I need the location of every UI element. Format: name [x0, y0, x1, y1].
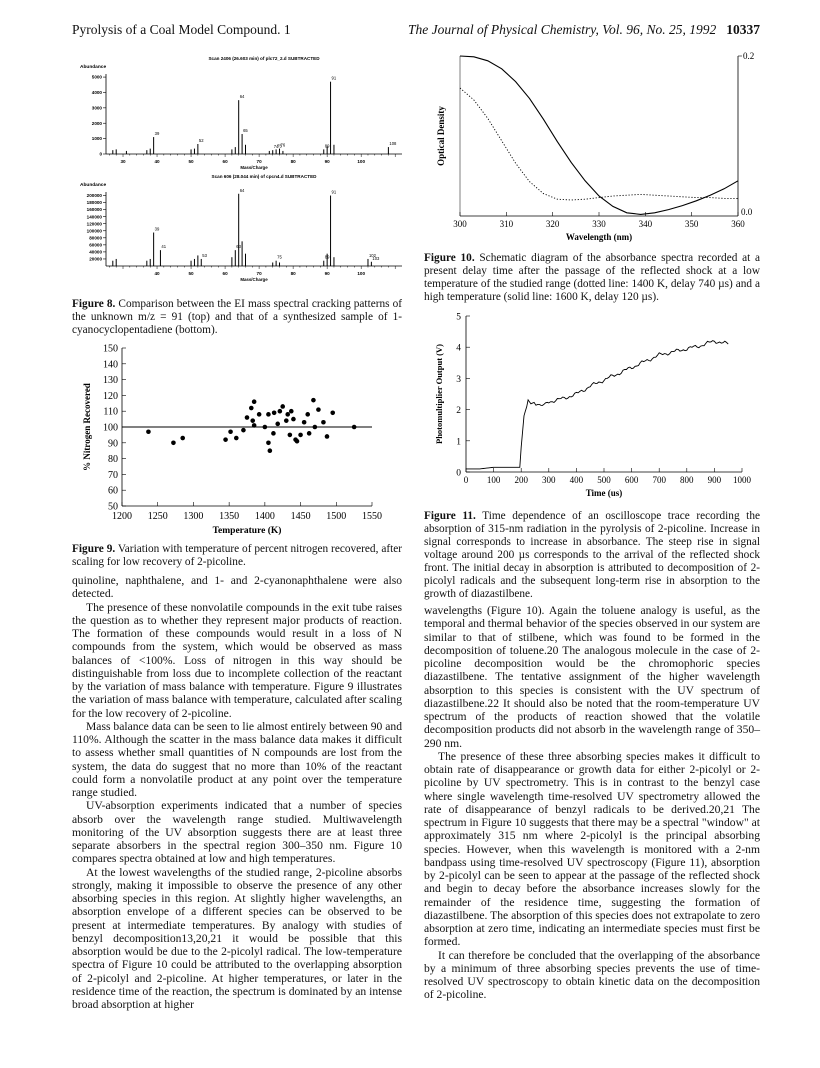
- x-tick-label: 90: [324, 271, 330, 276]
- peak-label: 108: [389, 141, 397, 147]
- y-tick-label: 60000: [89, 242, 102, 248]
- x-tick-label: 40: [154, 159, 160, 164]
- y-tick-label: 200000: [86, 193, 102, 199]
- x-tick-label: 900: [707, 475, 722, 485]
- x-tick-label: 350: [684, 219, 699, 229]
- y-tick-label: 50: [108, 501, 118, 513]
- y-axis-label: Photomultiplier Output (V): [434, 344, 444, 444]
- y-tick-label: 20000: [89, 256, 102, 262]
- y-tick-label: 120: [103, 390, 118, 402]
- data-point: [252, 399, 257, 404]
- y-tick-label: 110: [103, 406, 118, 418]
- data-point: [272, 410, 277, 415]
- data-point: [266, 441, 271, 446]
- data-point: [289, 409, 294, 414]
- data-point: [295, 439, 300, 444]
- paragraph: The presence of these three absorbing species makes it difficult to obtain rate of disappearance or growth data for either 2-picolyl or 2-picoline by UV spectrometry. This is in contrast to the benzyl case where single wavelength time-resolved UV spectrometry allowed the rate of disappearance of benzyl radicals to be derived.20,21 The spectrum in Figure 10 suggests that there may be a spectral "window" at approximately 315 nm where 2-picolyl is the principal absorbing species. However, when this wavelength is monitored with a 2-nm bandpass using time-resolved UV spectroscopy (Figure 11), absorption by 2-picolyl can be seen to appear at the passage of the reflected shock and begin to decay before the absorbance increases slowly for the remainder of the residence time, suggesting the formation of diazastilbene. The absorption of this species does not extrapolate to zero absorption at zero time, indicating an intermediate species must first be formed.: [424, 749, 760, 949]
- x-tick-label: 1550: [362, 511, 382, 522]
- data-point: [302, 420, 307, 425]
- y-tick-label: 3000: [91, 105, 102, 111]
- x-tick-label: 80: [290, 271, 296, 276]
- peak-label: 74: [273, 144, 279, 150]
- caption-label: Figure 11.: [424, 510, 476, 522]
- y-tick-label: 1000: [91, 136, 102, 142]
- x-tick-label: 50: [188, 271, 194, 276]
- x-tick-label: 330: [592, 219, 606, 229]
- data-point: [241, 428, 246, 433]
- journal-citation: The Journal of Physical Chemistry, Vol. 96, No. 25, 1992: [408, 22, 717, 37]
- y-tick-label: 1: [456, 437, 461, 448]
- x-tick-label: 40: [154, 271, 160, 276]
- data-point: [313, 425, 318, 430]
- peak-label: 76: [280, 142, 286, 148]
- y-tick-label: 0: [456, 468, 461, 479]
- peak-label: 65: [243, 128, 248, 133]
- x-tick-label: 300: [542, 475, 556, 485]
- data-point: [280, 404, 285, 409]
- y-tick-label: 160000: [86, 207, 102, 213]
- x-tick-label: 100: [357, 271, 366, 276]
- x-tick-label: 1400: [254, 511, 275, 522]
- y-tick-label: 60: [108, 485, 118, 497]
- paragraph: UV-absorption experiments indicated that a number of species absorb over the wavelength range studied. Multiwavelength monitoring of the UV absorption suggests there are at least three separate absorbers in the spectral region 300–350 nm. Figure 10 compares spectra obtained at low and high temperatures.: [72, 799, 402, 866]
- y-tick-label: 140000: [86, 214, 102, 220]
- spectrum-line-dotted: [460, 88, 738, 200]
- x-tick-label: 0: [463, 475, 469, 485]
- x-axis-label: Time (us): [585, 488, 623, 498]
- caption-text: Variation with temperature of percent nitrogen recovered, after scaling for low recovery of 2-picoline.: [72, 543, 403, 568]
- x-tick-label: 80: [290, 159, 296, 164]
- data-point: [291, 417, 296, 422]
- y-tick-label: 130: [103, 375, 118, 387]
- x-tick-label: 360: [731, 219, 745, 229]
- caption-label: Figure 8.: [72, 298, 116, 310]
- paragraph: wavelengths (Figure 10). Again the toluene analogy is useful, as the temporal and thermal behavior of the species observed in our system are similar to that of stilbene, which was found to be formed in the decomposition of toluene.20 The analogous molecule in the case of 2-picoline decomposition would be the chromophoric species diazastilbene. The tentative assignment of the higher wavelength absorption to this species is consistent with the UV spectrum of diazastilbene.22 It should also be noted that the room-temperature UV spectrum of the products of reaction showed that the volatile decomposition products did not absorb in the wavelength range of 350–290 nm.: [424, 604, 760, 750]
- figure-10-caption: [424, 252, 760, 304]
- data-point: [263, 425, 268, 430]
- x-tick-label: 60: [222, 159, 228, 164]
- x-tick-label: 1350: [219, 511, 240, 522]
- x-axis-label: Temperature (K): [212, 526, 282, 536]
- paragraph: It can therefore be concluded that the overlapping of the absorbance by a minimum of three absorbing species prevents the use of time-resolved UV spectroscopy to obtain kinetic data on the decomposition of 2-picoline.: [424, 948, 760, 1002]
- data-point: [234, 436, 239, 441]
- y-tick-label: 2: [456, 406, 461, 417]
- x-tick-label: 200: [514, 475, 528, 485]
- data-point: [228, 429, 233, 434]
- y-axis-label: Abundance: [80, 183, 107, 188]
- figure-11-caption: [424, 510, 760, 601]
- caption-label: Figure 9.: [72, 543, 116, 555]
- y-tick-label: 2000: [91, 120, 102, 126]
- data-point: [250, 418, 255, 423]
- data-point: [146, 429, 151, 434]
- x-tick-label: 100: [357, 159, 366, 164]
- y-tick-label: 120000: [86, 221, 102, 227]
- y-tick-label: 90: [108, 438, 118, 450]
- data-point: [268, 448, 273, 453]
- x-tick-label: 600: [624, 475, 639, 485]
- data-point: [271, 431, 276, 436]
- chart-title: Scan 2406 (26.603 min) of plc72_2.d SUBTRACTED: [208, 56, 320, 61]
- x-tick-label: 1450: [290, 511, 311, 522]
- y-tick-label: 0: [99, 151, 102, 157]
- peak-label: 53: [202, 252, 207, 258]
- data-point: [307, 431, 312, 436]
- y-axis-label: Optical Density: [436, 106, 446, 166]
- peak-label: 64: [239, 187, 245, 193]
- data-point: [284, 418, 289, 423]
- x-tick-label: 1200: [112, 511, 132, 522]
- y-tick-label: 140: [103, 359, 118, 371]
- peak-label: 89: [324, 143, 330, 149]
- peak-label: 103: [372, 255, 380, 261]
- peak-label: 91: [331, 75, 337, 81]
- peak-label: 41: [161, 244, 167, 250]
- y-tick-label: 100: [103, 422, 118, 434]
- data-point: [316, 407, 321, 412]
- y-axis-label: % Nitrogen Recovered: [82, 383, 92, 471]
- x-tick-label: 30: [120, 159, 126, 164]
- data-point: [285, 412, 290, 417]
- x-tick-label: 340: [638, 219, 653, 229]
- data-point: [180, 436, 185, 441]
- peak-label: 64: [239, 94, 245, 100]
- y-tick-label: 80: [108, 454, 118, 466]
- y-tick-label: 3: [456, 374, 461, 385]
- caption-label: Figure 10.: [424, 252, 475, 264]
- x-tick-label: 310: [499, 219, 514, 229]
- data-point: [311, 398, 316, 403]
- y-tick-label: 40000: [89, 249, 102, 255]
- caption-text: Comparison between the EI mass spectral cracking patterns of the unknown m/z = 91 (top) and that of a synthesized sample of 1-cyanocyclopentadiene (bottom).: [72, 298, 403, 336]
- x-tick-label: 1250: [147, 511, 168, 522]
- data-point: [171, 441, 176, 446]
- y-tick-label: 4000: [91, 90, 102, 96]
- paragraph: Mass balance data can be seen to lie almost entirely between 90 and 110%. Although the scatter in the mass balance data makes it difficult to assess whether small quantities of N compounds are lost from the system, the data do suggest that no more than 10% of the reactant could form a nonvolatile product at any point over the temperature range studied.: [72, 719, 402, 799]
- paragraph: The presence of these nonvolatile compounds in the exit tube raises the question as to whether they represent major products of reaction. The formation of these compounds would result in a loss of N compounds from the system, which would be observed as mass balances of <100%. Loss of nitrogen in this way should be distinguishable from loss due to incomplete collection of the reactant by the variation of mass balance with temperature. Figure 9 illustrates the variation of mass balance with temperature, calculated after scaling for the low recovery of 2-picoline.: [72, 600, 402, 720]
- x-tick-label: 400: [569, 475, 584, 485]
- y-tick-label: 4: [456, 343, 461, 354]
- x-tick-label: 320: [545, 219, 560, 229]
- data-point: [321, 420, 326, 425]
- x-tick-label: 90: [324, 159, 330, 164]
- x-tick-label: 70: [256, 159, 262, 164]
- data-point: [352, 425, 357, 430]
- figure-9-nitrogen-recovery: [78, 338, 398, 538]
- peak-label: 63: [236, 244, 241, 250]
- figure-10-absorbance-spectra: [420, 46, 760, 250]
- data-point: [257, 412, 262, 417]
- data-point: [249, 406, 254, 411]
- trace-line: [466, 341, 728, 469]
- x-axis-label: Mass/Charge: [240, 277, 268, 282]
- paragraph: quinoline, naphthalene, and 1- and 2-cyanonaphthalene were also detected.: [72, 574, 402, 601]
- data-point: [330, 410, 335, 415]
- chart-title: Scan 606 (28.044 min) of cpcn4.d SUBTRACTED: [211, 174, 317, 179]
- figure-11-oscilloscope-trace: [420, 308, 760, 508]
- right-column-text: [424, 604, 760, 1002]
- data-point: [266, 412, 271, 417]
- figure-8-caption: [72, 298, 402, 337]
- page-number: 10337: [726, 22, 760, 37]
- x-tick-label: 70: [256, 271, 262, 276]
- y-tick-label: 5000: [91, 74, 102, 80]
- data-point: [305, 412, 310, 417]
- left-column-text: [72, 574, 402, 1011]
- x-tick-label: 500: [597, 475, 611, 485]
- peak-label: 102: [368, 252, 376, 258]
- y-tick-label: 100000: [86, 228, 102, 234]
- data-point: [275, 422, 280, 427]
- data-point: [278, 409, 283, 414]
- caption-text: Schematic diagram of the absorbance spectra recorded at a present delay time after the passage of the reflected shock at a low temperature of the studied range (dotted line: 1400 K, delay 740 µs) and a high temperature (solid line: 1600 K, delay 120 µs).: [424, 252, 760, 303]
- x-tick-label: 60: [222, 271, 228, 276]
- data-point: [252, 423, 257, 428]
- x-axis-label: Wavelength (nm): [565, 232, 633, 242]
- y-tick-label: 180000: [86, 200, 102, 206]
- running-header-right: [400, 22, 760, 38]
- data-point: [223, 437, 228, 442]
- x-axis-label: Mass/Charge: [240, 165, 268, 170]
- data-point: [288, 433, 293, 438]
- x-tick-label: 1500: [326, 511, 347, 522]
- x-tick-label: 800: [680, 475, 694, 485]
- data-point: [298, 433, 303, 438]
- x-tick-label: 1300: [183, 511, 204, 522]
- peak-label: 89: [324, 254, 330, 260]
- y-tick-label: 5: [456, 312, 461, 323]
- x-tick-label: 50: [188, 159, 194, 164]
- x-tick-label: 700: [652, 475, 666, 485]
- x-tick-label: 1000: [733, 475, 751, 485]
- peak-label: 75: [277, 143, 282, 149]
- peak-label: 91: [331, 189, 337, 195]
- paragraph: At the lowest wavelengths of the studied range, 2-picoline absorbs strongly, making it impossible to observe the presence of any other absorbing species in this region. At slightly higher wavelengths, an absorption envelope of a different species can be observed to be present at intermediate temperatures. By analogy with studies of benzyl decomposition13,20,21 it would be possible that this absorption would be due to the 2-picolyl radical. The low-temperature spectra of Figure 10 could be attributed to the overlapping absorption of 2-picolyl and 2-picoline. At higher temperatures, or later in the residence time of the reaction, the spectrum is dominated by an intense broad absorption at higher: [72, 865, 402, 1011]
- caption-text: Time dependence of an oscilloscope trace recording the absorption of 315-nm radiation in the pyrolysis of 2-picoline. Increase in signal corresponds to increase in absorbance. The steep rise in signal voltage around 200 µs corresponds to the arrival of the reflected shock front. The initial decay in absorption is attributed to decomposition of 2-picolyl radicals and the subsequent long-term rise in absorption to the growth of diazastilbene.: [424, 510, 760, 600]
- y-tick-label: 70: [108, 469, 118, 481]
- running-header-left: Pyrolysis of a Coal Model Compound. 1: [72, 22, 291, 37]
- peak-label: 75: [277, 254, 282, 260]
- peak-label: 39: [154, 226, 160, 232]
- peak-label: 39: [154, 131, 160, 137]
- x-tick-label: 300: [453, 219, 467, 229]
- spectrum-line-solid: [460, 56, 738, 214]
- y-tick-label: 80000: [89, 235, 102, 241]
- y-tick-label: 0.0: [741, 207, 753, 217]
- data-point: [325, 434, 330, 439]
- figure-9-caption: [72, 543, 402, 569]
- x-tick-label: 100: [486, 475, 501, 485]
- peak-label: 52: [198, 138, 204, 143]
- y-tick-label: 150: [103, 343, 118, 355]
- y-axis-label: Abundance: [80, 65, 107, 70]
- figure-8-mass-spectra: [78, 44, 404, 296]
- data-point: [245, 415, 250, 420]
- y-tick-label: 0.2: [743, 51, 755, 61]
